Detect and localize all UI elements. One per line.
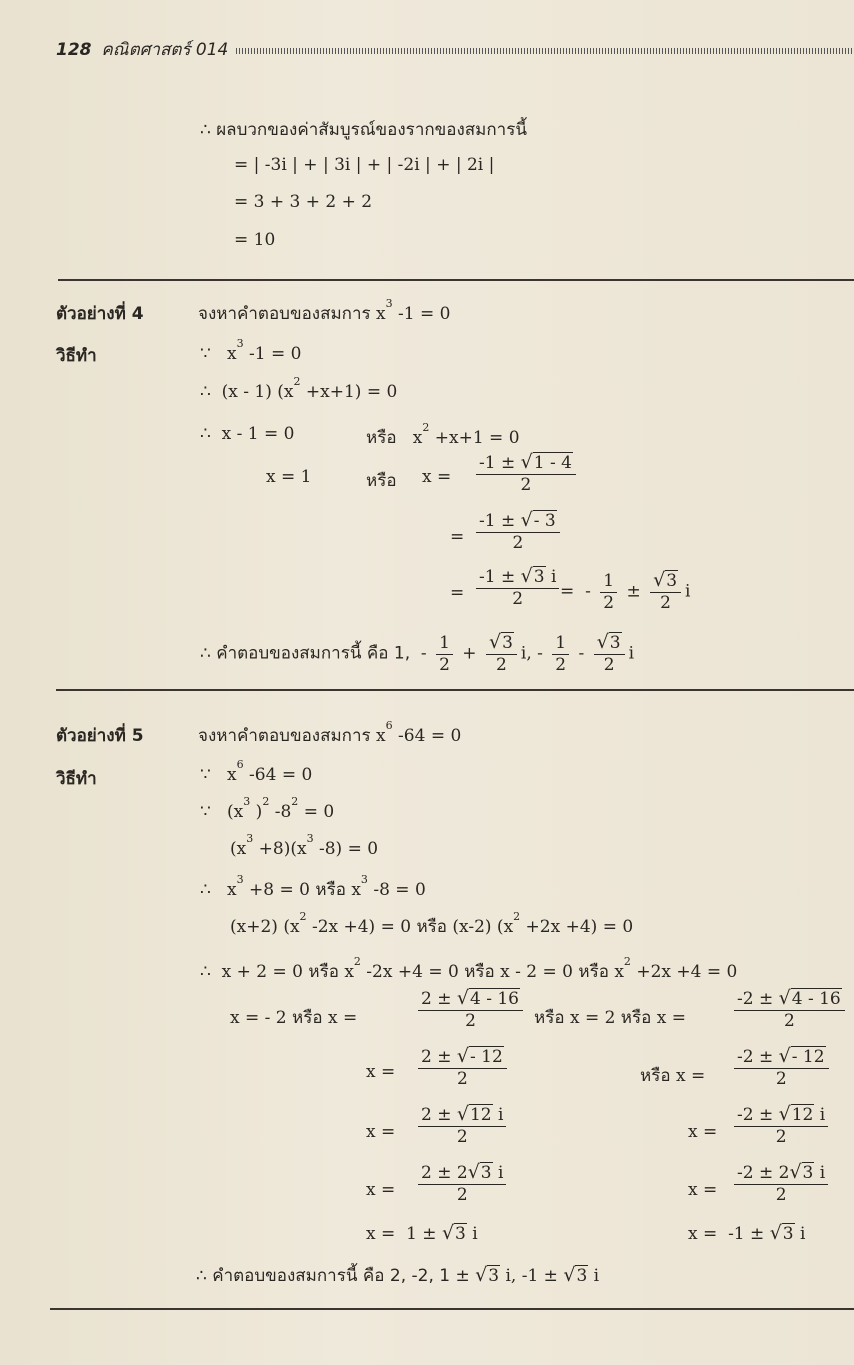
therefore-icon: ∴	[200, 424, 211, 444]
ex4-fraction-3: $\frac{-1 \pm √3 i}{2}$	[472, 566, 563, 610]
divider-1	[58, 279, 854, 281]
ex4-step-3b	[366, 421, 520, 451]
problem-tail: -1 = 0	[392, 304, 451, 324]
page-number: 128	[56, 40, 92, 60]
step-text: -1 = 0	[243, 344, 302, 364]
ex5-frac-b3: $\frac{-2 \pm √12 i}{2}$	[730, 1104, 832, 1148]
ex5-line-7b: หรือ x = 2 หรือ x =	[534, 1008, 686, 1028]
ex4-simplified: = - $\frac{1}{2}$ ± $\frac{√3}{2}$ i	[560, 569, 691, 613]
ex5-x-a3: x =	[366, 1122, 396, 1142]
ex5-root-a: x = 1 ± √3 i	[366, 1222, 478, 1244]
ex5-x-b2: หรือ x =	[640, 1066, 706, 1086]
prev-line-1: ∴ ผลบวกของค่าสัมบูรณ์ของรากของสมการนี้	[200, 120, 527, 140]
ex5-frac-a2: $\frac{2 \pm √- 12}{2}$	[414, 1046, 511, 1090]
ex5-line-3: $(x^3 +8)(x^3$ -8) = 0	[230, 832, 379, 859]
step-text: +x+1) = 0	[300, 382, 398, 402]
example-5-problem: จงหาคำตอบของสมการ $x^6$ -64 = 0	[198, 719, 462, 746]
ex5-frac-b2: $\frac{-2 \pm √- 12}{2}$	[730, 1046, 833, 1090]
ex4-eq-2: =	[450, 527, 465, 547]
ex4-fraction-2: $\frac{-1 \pm √- 3}{2}$	[472, 510, 564, 554]
example-5-label: ตัวอย่างที่ 5	[56, 726, 144, 746]
book-title: คณิตศาสตร์ 014	[101, 40, 229, 60]
ex5-x-b4: x =	[688, 1180, 718, 1200]
ex5-x-a2: x =	[366, 1062, 396, 1082]
prev-line-2: = | -3i | + | 3i | + | -2i | + | 2i |	[234, 155, 495, 175]
step-text: x - 1 = 0	[221, 424, 295, 444]
prev-line-4: = 10	[234, 230, 276, 250]
ex5-root-b: x = -1 ± √3 i	[688, 1222, 806, 1244]
therefore-icon: ∴	[200, 880, 211, 900]
ex4-step-4b: x =	[422, 467, 452, 487]
example-4-label: ตัวอย่างที่ 4	[56, 304, 144, 324]
step-text: +x+1 = 0	[429, 428, 520, 448]
ex5-frac-b4: $\frac{-2 \pm 2√3 i}{2}$	[730, 1162, 832, 1206]
ex5-frac-a3: $\frac{2 \pm √12 i}{2}$	[414, 1104, 510, 1148]
because-icon: ∵	[200, 344, 211, 364]
example-5-method: วิธีทำ	[56, 769, 97, 789]
ex4-conclusion: ∴ คำตอบของสมการนี้ คือ 1, - $\frac{1}{2}$ + $\frac{√3}{2}$ i, - $\frac{1}{2}$ - $\frac{√3}{2}$ i	[200, 631, 635, 675]
ex5-line-5: (x+2) ($x^2$ -2x +4) = 0 หรือ (x-2) $(x^2 +2x +4) = 0$	[230, 910, 634, 937]
ex5-conclusion: ∴ คำตอบของสมการนี้ คือ 2, -2, 1 ± √3 i, -1 ± √3 i	[196, 1264, 600, 1286]
prev-line-3: = 3 + 3 + 2 + 2	[234, 192, 373, 212]
divider-2	[56, 689, 854, 691]
step-text: (x - 1) (x	[221, 382, 294, 402]
exponent: 3	[236, 337, 244, 350]
exponent: 3	[385, 297, 393, 310]
ex4-step-3	[200, 424, 294, 444]
example-4-problem	[198, 297, 451, 327]
because-icon: ∵	[200, 765, 211, 785]
therefore-icon: ∴	[200, 962, 211, 982]
ex5-x-b3: x =	[688, 1122, 718, 1142]
ex5-line-2: ∵ ($x^3$ )$^2$ $-8^2 = 0$	[200, 795, 335, 822]
ex5-line-7a: x = - 2 หรือ x =	[230, 1008, 358, 1028]
divider-3	[50, 1308, 854, 1310]
ex5-frac-a1: $\frac{2 \pm √4 - 16}{2}$	[414, 988, 527, 1032]
ex4-or: หรือ	[366, 471, 397, 491]
because-icon: ∵	[200, 802, 211, 822]
header-rule	[236, 48, 852, 54]
ex4-step-4: x = 1	[266, 467, 312, 487]
therefore-icon: ∴	[200, 382, 211, 402]
ex4-eq-3: =	[450, 583, 465, 603]
ex5-frac-a4: $\frac{2 \pm 2√3 i}{2}$	[414, 1162, 510, 1206]
example-4-method: วิธีทำ	[56, 346, 97, 366]
ex5-line-6: ∴ x + 2 = 0 หรือ $x^2$ -2x +4 = 0 หรือ x - 2 = 0 หรือ $x^2 +2x +4 = 0$	[200, 955, 738, 982]
ex5-frac-b1: $\frac{-2 \pm √4 - 16}{2}$	[730, 988, 849, 1032]
ex5-line-4: ∴ $x^3 +8 = 0$ หรือ $x^3$ -8 = 0	[200, 873, 426, 900]
problem-text: จงหาคำตอบของสมการ x	[198, 304, 386, 324]
ex4-fraction-1: $\frac{-1 \pm √1 - 4}{2}$	[472, 452, 580, 496]
or-word: หรือ	[366, 428, 397, 448]
running-header	[56, 36, 228, 63]
ex4-step-2	[200, 375, 398, 402]
step-text: x	[412, 428, 423, 448]
ex4-step-1	[200, 337, 302, 364]
exponent: 2	[422, 421, 430, 434]
ex5-x-a4: x =	[366, 1180, 396, 1200]
exponent: 2	[293, 375, 301, 388]
step-text: x	[227, 344, 237, 364]
ex5-line-1: ∵ $x^6$ -64 = 0	[200, 758, 313, 785]
